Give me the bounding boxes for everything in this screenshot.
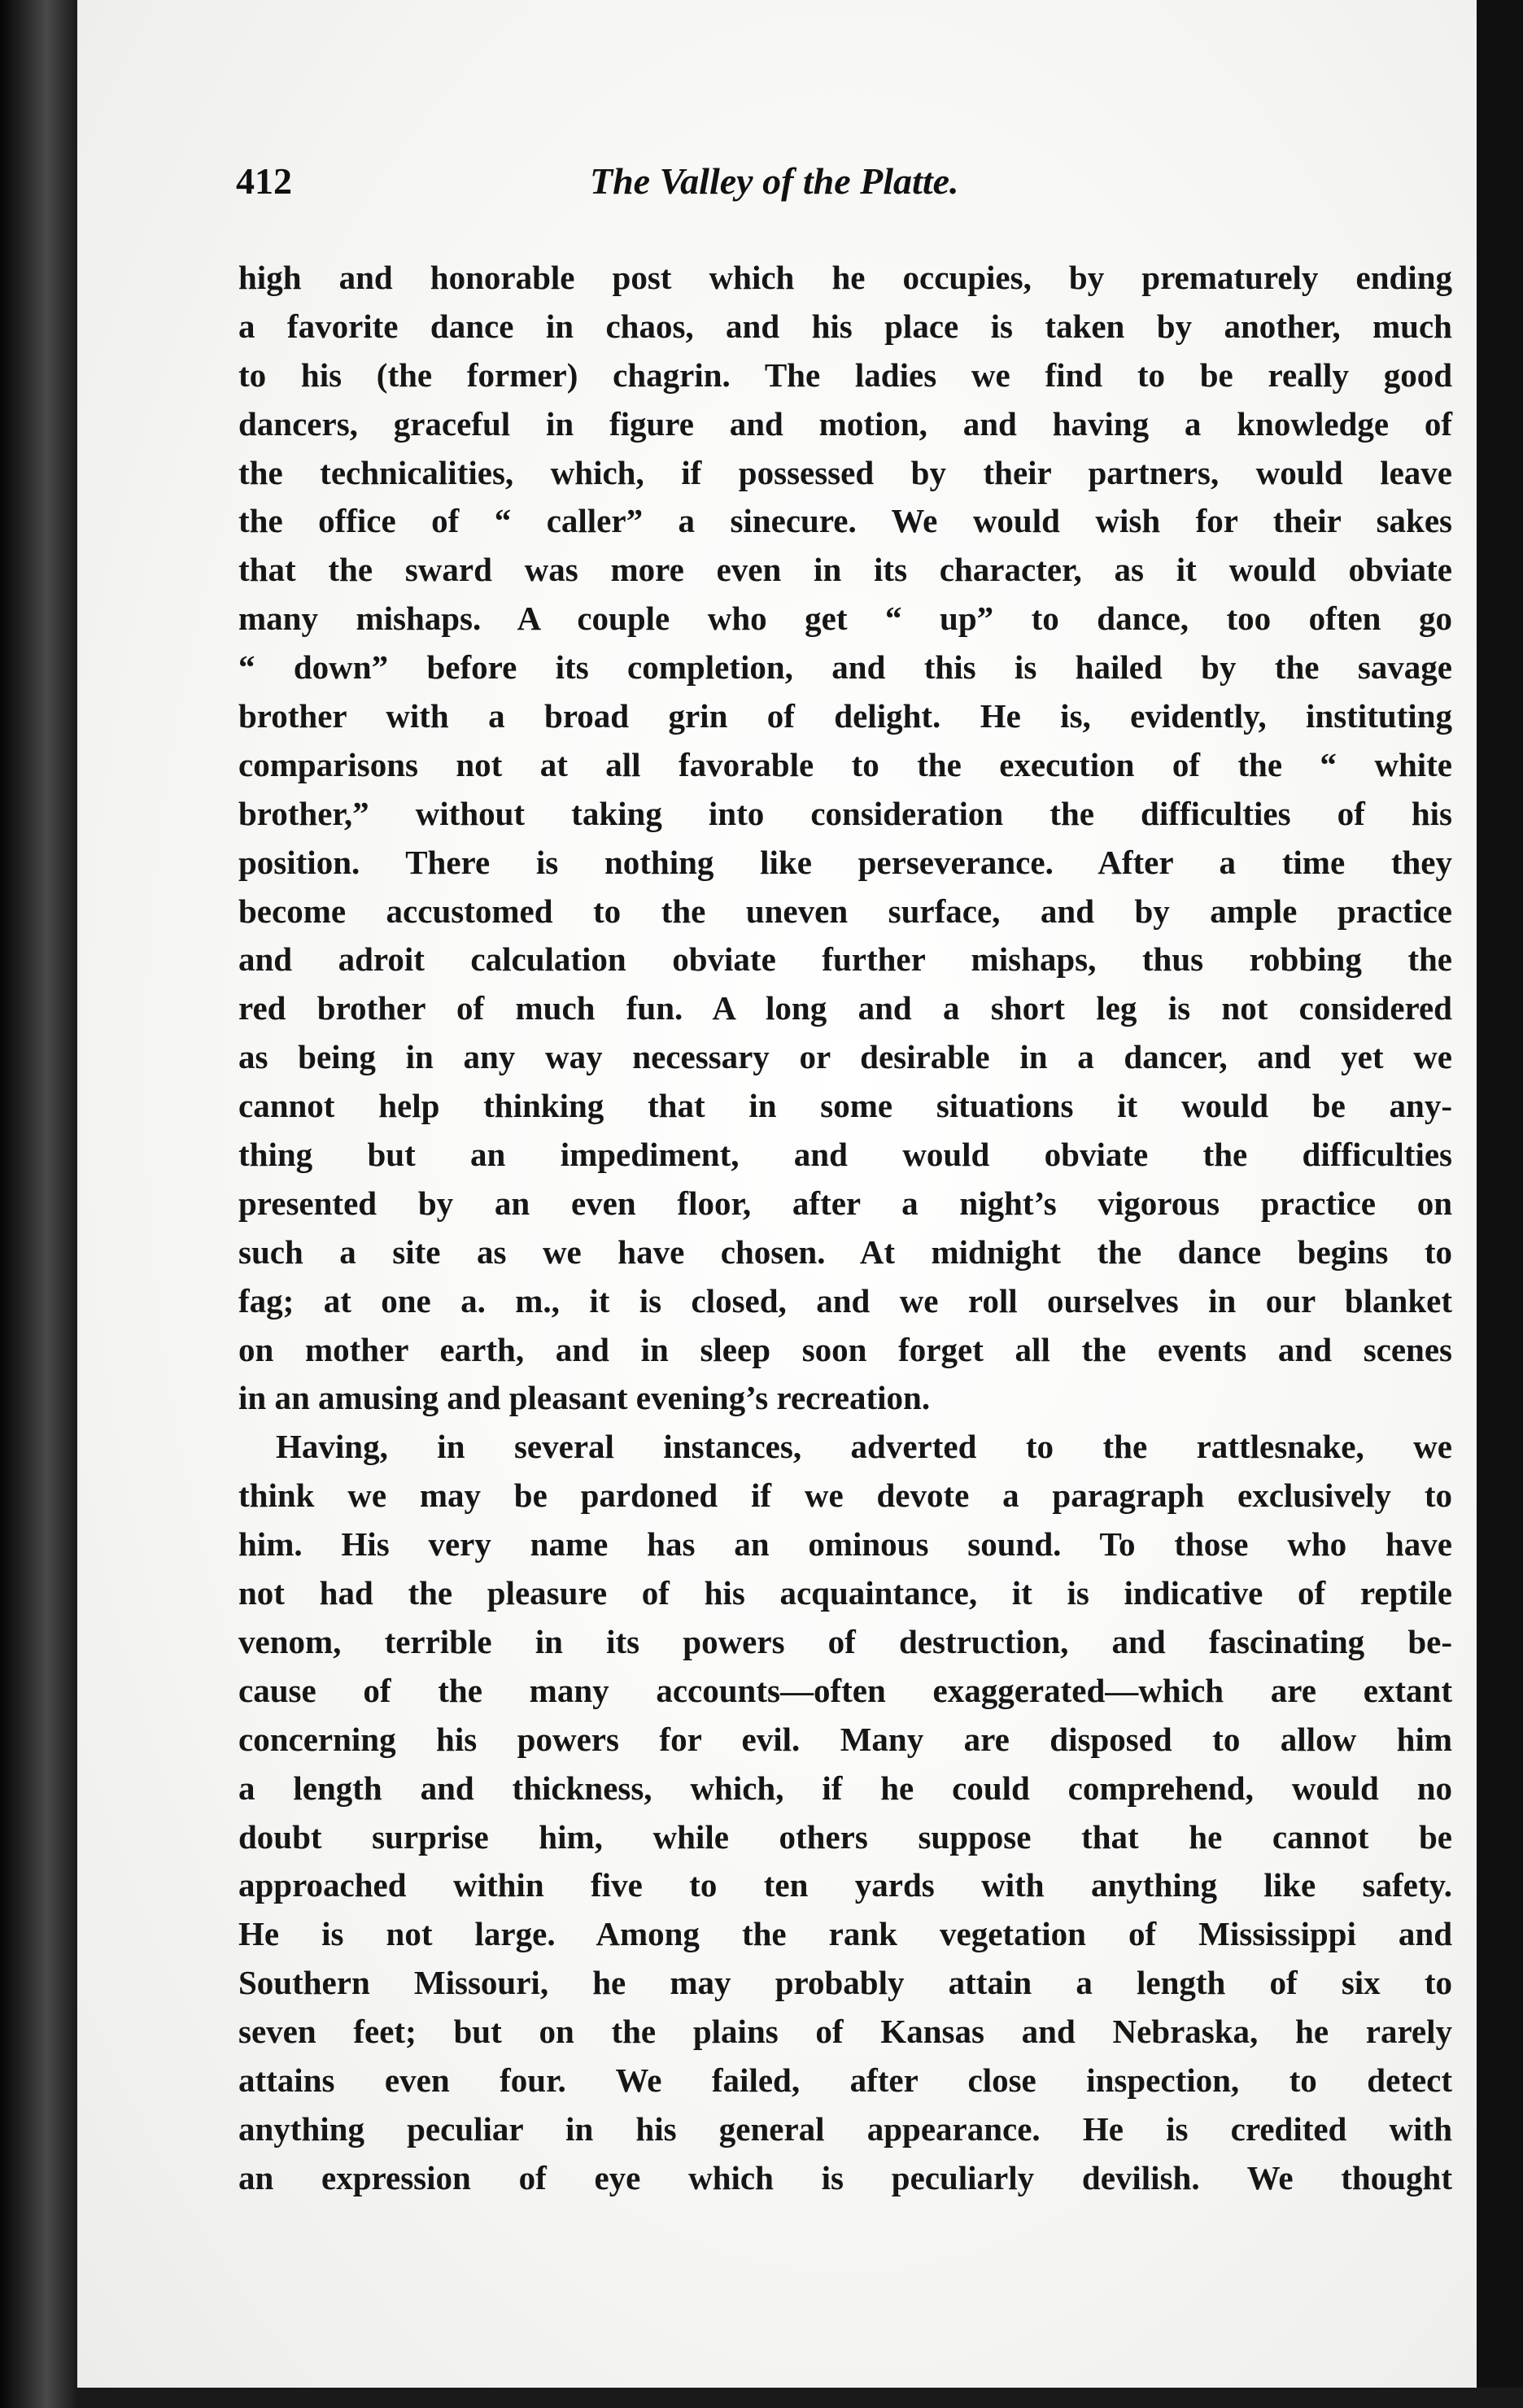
text-line: him. His very name has an ominous sound. To those who have xyxy=(238,1525,1452,1564)
body-text xyxy=(238,254,1452,2203)
text-line: cause of the many accounts—often exaggerated—which are extant xyxy=(238,1671,1452,1709)
text-line: brother,” without taking into consideration the difficulties of his xyxy=(238,794,1452,832)
text-line: doubt surprise him, while others suppose that he cannot be xyxy=(238,1817,1452,1856)
text-line: to his (the former) chagrin. The ladies we find to be really good xyxy=(238,356,1452,394)
text-line: concerning his powers for evil. Many are disposed to allow him xyxy=(238,1720,1452,1758)
text-line: venom, terrible in its powers of destruction, and fascinating be- xyxy=(238,1622,1452,1660)
text-line: a length and thickness, which, if he could comprehend, would no xyxy=(238,1769,1452,1807)
text-line: cannot help thinking that in some situations it would be any- xyxy=(238,1087,1452,1125)
paragraph-1 xyxy=(238,254,1452,1423)
text-line: seven feet; but on the plains of Kansas and Nebraska, he rarely xyxy=(238,2013,1452,2051)
page-number: 412 xyxy=(236,160,292,202)
text-line: not had the pleasure of his acquaintance, it is indicative of reptile xyxy=(238,1574,1452,1612)
text-line: think we may be pardoned if we devote a paragraph exclusively to xyxy=(238,1477,1452,1515)
text-line: in an amusing and pleasant evening’s recreation. xyxy=(238,1379,931,1417)
text-line: fag; at one a. m., it is closed, and we roll ourselves in our blanket xyxy=(238,1281,1452,1320)
text-line: the technicalities, which, if possessed by their partners, would leave xyxy=(238,453,1452,491)
running-title: The Valley of the Platte. xyxy=(590,160,959,202)
text-line: a favorite dance in chaos, and his place is taken by another, much xyxy=(238,307,1452,345)
text-line: position. There is nothing like perseverance. After a time they xyxy=(238,843,1452,881)
text-line: and adroit calculation obviate further mishaps, thus robbing the xyxy=(238,940,1452,979)
text-line: attains even four. We failed, after close inspection, to detect xyxy=(238,2061,1452,2099)
text-line: on mother earth, and in sleep soon forget all the events and scenes xyxy=(238,1330,1452,1368)
text-line: presented by an even floor, after a night’s vigorous practice on xyxy=(238,1184,1452,1222)
text-line: such a site as we have chosen. At midnight the dance begins to xyxy=(238,1232,1452,1271)
bottom-edge-shadow xyxy=(77,2388,1523,2408)
text-line: many mishaps. A couple who get “ up” to dance, too often go xyxy=(238,600,1452,638)
text-line: brother with a broad grin of delight. He is, evidently, instituting xyxy=(238,697,1452,735)
text-line: “ down” before its completion, and this is hailed by the savage xyxy=(238,648,1452,687)
text-line: approached within five to ten yards with anything like safety. xyxy=(238,1866,1452,1904)
text-line: as being in any way necessary or desirable in a dancer, and yet we xyxy=(238,1038,1452,1076)
text-line: Southern Missouri, he may probably attain a length of six to xyxy=(238,1964,1452,2002)
text-line: anything peculiar in his general appearance. He is credited with xyxy=(238,2109,1452,2148)
text-line: become accustomed to the uneven surface, and by ample practice xyxy=(238,892,1452,930)
text-line: the office of “ caller” a sinecure. We would wish for their sakes xyxy=(238,502,1452,540)
text-line: He is not large. Among the rank vegetation of Mississippi and xyxy=(238,1915,1452,1953)
text-line: comparisons not at all favorable to the execution of the “ white xyxy=(238,745,1452,783)
paragraph-2 xyxy=(238,1423,1452,2202)
text-line: red brother of much fun. A long and a short leg is not considered xyxy=(238,989,1452,1027)
book-spine-shadow xyxy=(0,0,77,2408)
text-line: that the sward was more even in its character, as it would obviate xyxy=(238,551,1452,589)
text-line: dancers, graceful in figure and motion, and having a knowledge of xyxy=(238,404,1452,443)
text-line: an expression of eye which is peculiarly devilish. We thought xyxy=(238,2158,1452,2196)
running-header xyxy=(236,159,1106,208)
text-line: thing but an impediment, and would obviate the difficulties xyxy=(238,1136,1452,1174)
text-line: high and honorable post which he occupies, by prematurely ending xyxy=(238,259,1452,296)
text-line: Having, in several instances, adverted to the rattlesnake, we xyxy=(276,1428,1452,1466)
